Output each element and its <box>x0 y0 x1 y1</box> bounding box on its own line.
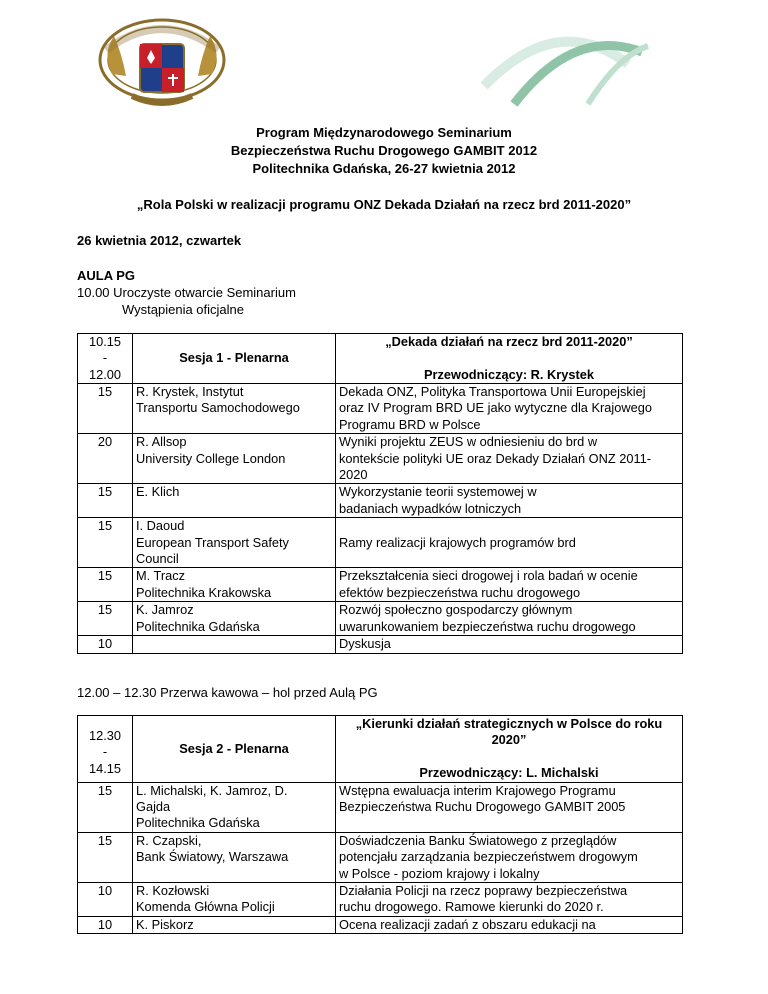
table-row: 15 I. Daoud European Transport Safety Council Ramy realizacji krajowych programów brd <box>78 518 683 568</box>
session2-table <box>77 715 683 934</box>
table-row: 15 E. Klich Wykorzystanie teorii systemowej w badaniach wypadków lotniczych <box>78 484 683 518</box>
seminar-title-line2: Bezpieczeństwa Ruchu Drogowego GAMBIT 2012 <box>230 143 538 158</box>
session1-table <box>77 333 683 384</box>
table-row <box>78 334 683 384</box>
session1-rows <box>77 383 683 654</box>
session2-name: Sesja 2 - Plenarna <box>133 716 336 783</box>
table-row: 10 Dyskusja <box>78 636 683 653</box>
table-row <box>78 716 683 783</box>
opening-line: 10.00 Uroczyste otwarcie Seminarium <box>77 285 296 300</box>
day-heading: 26 kwietnia 2012, czwartek <box>77 233 242 248</box>
table-row: 15 R. Czapski, Bank Światowy, Warszawa Doświadczenia Banku Światowego z przeglądów potencjału zarządzania bezpieczeństwem drogowym w Polsce - poziom krajowy i lokalny <box>78 832 683 882</box>
seminar-theme: „Rola Polski w realizacji programu ONZ Dekada Działań na rzecz brd 2011-2020” <box>136 197 632 212</box>
session1-heading-cell: „Dekada działań na rzecz brd 2011-2020” Przewodniczący: R. Krystek <box>336 334 683 384</box>
politechnika-gdanska-logo <box>92 14 232 116</box>
session1-name: Sesja 1 - Plenarna <box>133 334 336 384</box>
session1-time: 10.15 - 12.00 <box>78 334 133 384</box>
table-row: 15 L. Michalski, K. Jamroz, D. Gajda Politechnika Gdańska Wstępna ewaluacja interim Krajowego Programu Bezpieczeństwa Ruchu Drogowego GAMBIT 2005 <box>78 782 683 832</box>
table-row: 15 K. Jamroz Politechnika Gdańska Rozwój społeczno gospodarczy głównym uwarunkowaniem bezpieczeństwa ruchu drogowego <box>78 602 683 636</box>
table-row: 15 R. Krystek, Instytut Transportu Samochodowego Dekada ONZ, Polityka Transportowa Unii Europejskiej oraz IV Program BRD UE jako wytyczne dla Krajowego Programu BRD w Polsce <box>78 384 683 434</box>
table-row: 10 R. Kozłowski Komenda Główna Policji Działania Policji na rzecz poprawy bezpieczeństwa ruchu drogowego. Ramowe kierunki do 2020 r. <box>78 883 683 917</box>
session2-heading-cell: „Kierunki działań strategicznych w Polsce do roku 2020” Przewodniczący: L. Michalski <box>336 716 683 783</box>
table-row: 15 M. Tracz Politechnika Krakowska Przekształcenia sieci drogowej i rola badań w ocenie efektów bezpieczeństwa ruchu drogowego <box>78 568 683 602</box>
seminar-location-date: Politechnika Gdańska, 26-27 kwietnia 2012 <box>252 161 516 176</box>
opening-speeches: Wystąpienia oficjalne <box>122 302 245 317</box>
seminar-title: Program Międzynarodowego Seminarium <box>256 125 512 140</box>
coffee-break: 12.00 – 12.30 Przerwa kawowa – hol przed Aulą PG <box>77 685 378 700</box>
opening-place: AULA PG <box>77 268 136 283</box>
table-row: 20 R. Allsop University College London Wyniki projektu ZEUS w odniesieniu do brd w kontekście polityki UE oraz Dekady Działań ONZ 2011- 2020 <box>78 434 683 484</box>
gambit-arch-logo <box>478 16 662 108</box>
session2-time: 12.30 - 14.15 <box>78 716 133 783</box>
table-row: 10 K. Piskorz Ocena realizacji zadań z obszaru edukacji na <box>78 916 683 933</box>
